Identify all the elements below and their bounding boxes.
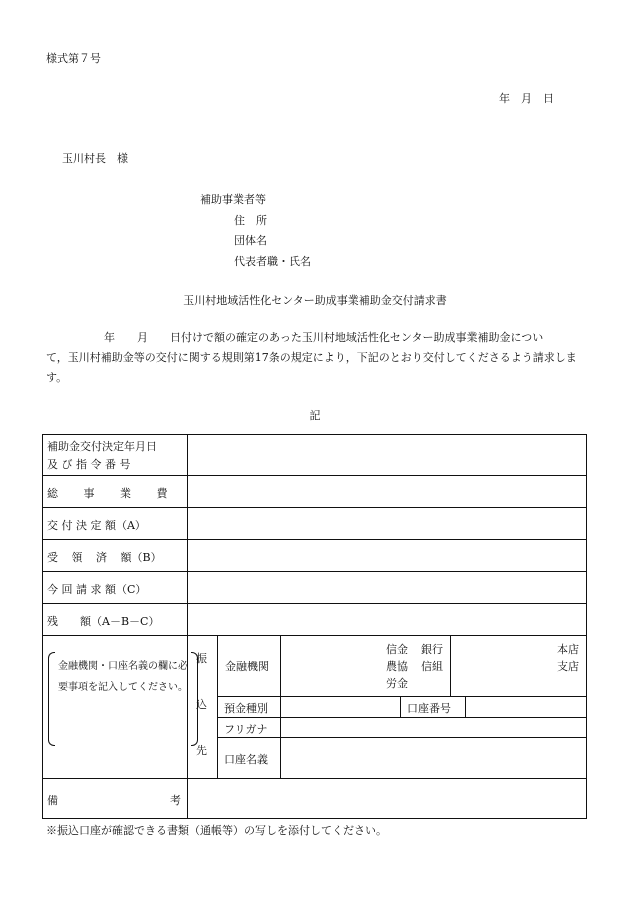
request-paragraph <box>46 328 590 388</box>
date-line: 年 月 日 <box>499 92 554 105</box>
bank-type-shinkumi: 信組 <box>421 660 443 673</box>
request-paragraph-rest: て，玉川村補助金等の交付に関する規則第17条の規定により，下記のとおり交付してくださるよう請求します。 <box>46 351 577 384</box>
furigana-label: フリガナ <box>224 723 268 736</box>
received-field[interactable] <box>188 540 586 571</box>
transfer-char-1: 振 <box>196 652 207 665</box>
total-cost-field[interactable] <box>188 476 586 507</box>
ki-heading: 記 <box>309 409 321 422</box>
balance-field[interactable] <box>188 604 586 635</box>
branch-type-shiten: 支店 <box>557 660 579 673</box>
decision-date-label-line2: 及 び 指 令 番 号 <box>47 458 131 471</box>
bank-type-ginko: 銀行 <box>421 643 443 656</box>
form-number: 様式第７号 <box>46 52 101 65</box>
account-number-label: 口座番号 <box>407 702 451 715</box>
deposit-type-label: 預金種別 <box>224 702 268 715</box>
remarks-field[interactable] <box>188 779 586 818</box>
received-label: 受 領 済 額（B） <box>47 551 162 564</box>
request-table <box>42 434 587 819</box>
bank-name-field[interactable] <box>281 636 377 695</box>
applicant-heading: 補助事業者等 <box>200 193 266 206</box>
applicant-address-label: 住 所 <box>234 213 267 227</box>
deposit-type-field[interactable] <box>281 697 400 717</box>
bank-type-rokin: 労金 <box>386 677 408 690</box>
remarks-label-left: 備 <box>47 794 58 807</box>
addressee: 玉川村長 様 <box>62 152 128 165</box>
account-holder-field[interactable] <box>281 738 586 778</box>
document-title: 玉川村地域活性化センター助成事業補助金交付請求書 <box>183 294 447 307</box>
furigana-field[interactable] <box>281 718 586 737</box>
current-request-label: 今 回 請 求 額（C） <box>47 583 147 596</box>
bank-type-shinkin: 信金 <box>386 643 408 656</box>
grant-decision-field[interactable] <box>188 508 586 539</box>
remarks-label-right: 考 <box>170 794 181 807</box>
applicant-representative-label: 代表者職・氏名 <box>234 254 311 268</box>
bank-note: 金融機関・口座名義の欄に必要事項を記入してください。 <box>48 656 194 698</box>
applicant-org-label: 団体名 <box>234 234 267 247</box>
decision-date-field[interactable] <box>188 435 586 475</box>
decision-date-label-line1: 補助金交付決定年月日 <box>47 440 157 453</box>
footnote: ※振込口座が確認できる書類（通帳等）の写しを添付してください。 <box>46 824 387 837</box>
current-request-field[interactable] <box>188 572 586 603</box>
transfer-char-2: 込 <box>196 698 207 711</box>
applicant-block <box>200 190 311 272</box>
account-holder-label: 口座名義 <box>224 753 268 766</box>
branch-type-honten: 本店 <box>557 643 579 656</box>
balance-label: 残 額（A－B－C） <box>47 615 160 628</box>
bank-type-nokyo: 農協 <box>386 660 408 673</box>
request-paragraph-line1: 年 月 日付けで額の確定のあった玉川村地域活性化センター助成事業補助金につい <box>104 331 544 344</box>
bank-label: 金融機関 <box>225 660 269 673</box>
grant-decision-label: 交 付 決 定 額（A） <box>47 519 146 532</box>
branch-name-field[interactable] <box>451 636 551 695</box>
account-number-field[interactable] <box>466 697 586 717</box>
total-cost-label: 総 事 業 費 <box>47 487 168 500</box>
transfer-char-3: 先 <box>196 744 207 757</box>
